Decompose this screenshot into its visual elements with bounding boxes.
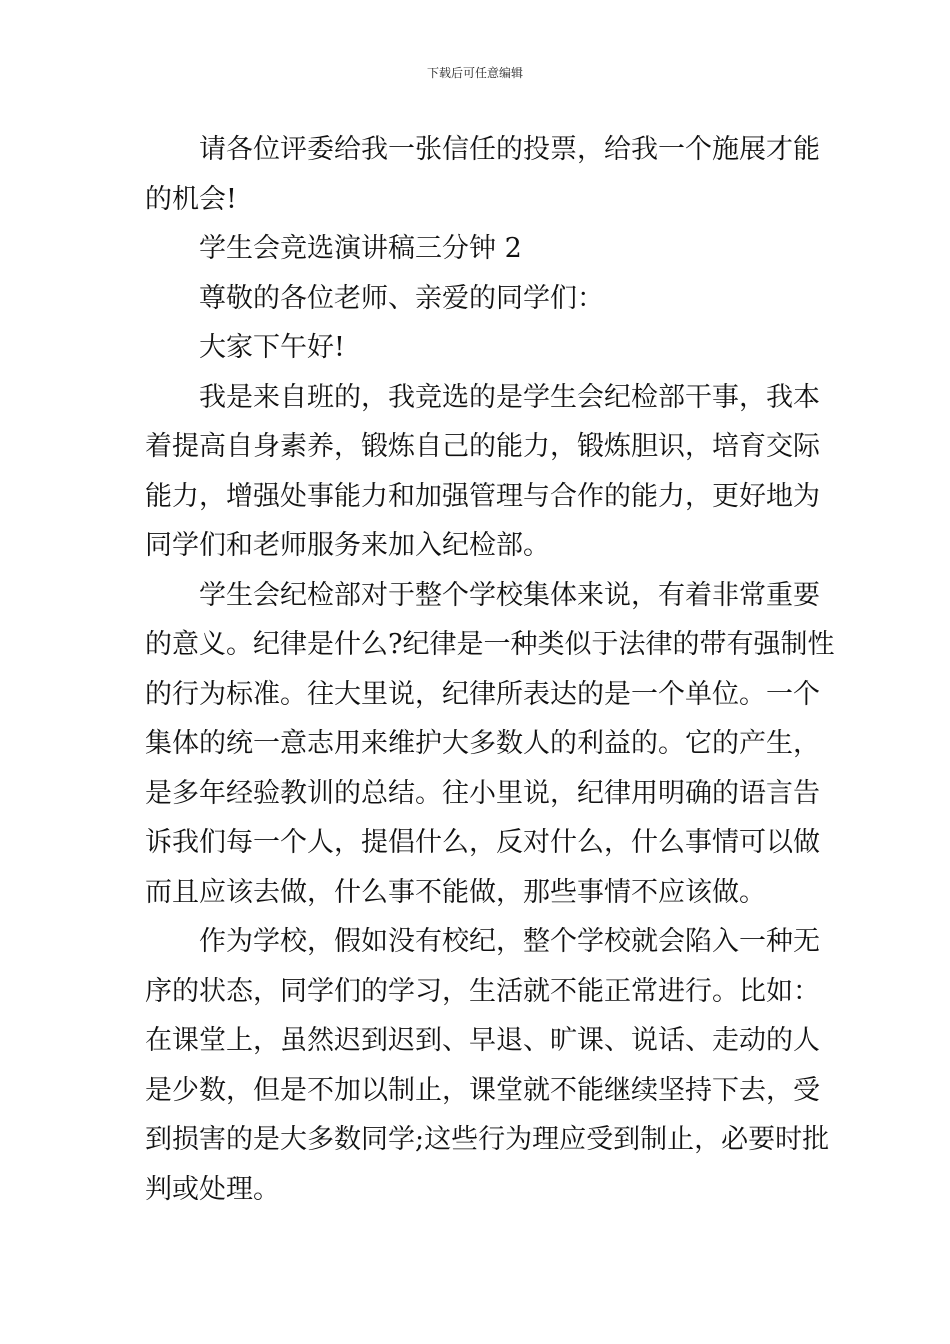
text-line: 我是来自班的，我竞选的是学生会纪检部干事，我本 [199, 381, 820, 413]
text-line: 诉我们每一个人，提倡什么，反对什么，什么事情可以做 [145, 827, 820, 858]
text-line: 是少数，但是不加以制止，课堂就不能继续坚持下去，受 [145, 1074, 820, 1106]
text-line: 是多年经验教训的总结。往小里说，纪律用明确的语言告 [145, 777, 820, 809]
text-line: 的意义。纪律是什么?纪律是一种类似于法律的带有强制性 [145, 629, 835, 660]
text-line: 学生会纪检部对于整个学校集体来说，有着非常重要 [199, 579, 820, 611]
document-body [145, 125, 835, 1214]
text-line: 而且应该去做，什么事不能做，那些事情不应该做。 [145, 876, 766, 908]
text-line: 着提高自身素养，锻炼自己的能力，锻炼胆识，培育交际 [145, 431, 820, 462]
text-line: 尊敬的各位老师、亲爱的同学们： [199, 282, 604, 314]
page-header-note: 下载后可任意编辑 [426, 66, 523, 80]
text-line: 作为学校，假如没有校纪，整个学校就会陷入一种无 [199, 926, 820, 957]
text-line: 的行为标准。往大里说，纪律所表达的是一个单位。一个 [145, 678, 820, 710]
text-line: 学生会竞选演讲稿三分钟 2 [199, 233, 522, 264]
text-line: 大家下午好! [199, 332, 345, 363]
text-line: 到损害的是大多数同学;这些行为理应受到制止，必要时批 [145, 1124, 830, 1155]
text-line: 序的状态，同学们的学习，生活就不能正常进行。比如： [145, 975, 820, 1007]
text-line: 判或处理。 [145, 1173, 280, 1205]
text-line: 能力，增强处事能力和加强管理与合作的能力，更好地为 [145, 480, 820, 512]
text-line: 请各位评委给我一张信任的投票，给我一个施展才能 [199, 134, 820, 165]
text-line: 集体的统一意志用来维护大多数人的利益的。它的产生， [145, 728, 820, 759]
text-line: 同学们和老师服务来加入纪检部。 [145, 530, 550, 561]
text-line: 在课堂上，虽然迟到迟到、早退、旷课、说话、走动的人 [145, 1025, 820, 1056]
text-line: 的机会! [145, 183, 237, 215]
